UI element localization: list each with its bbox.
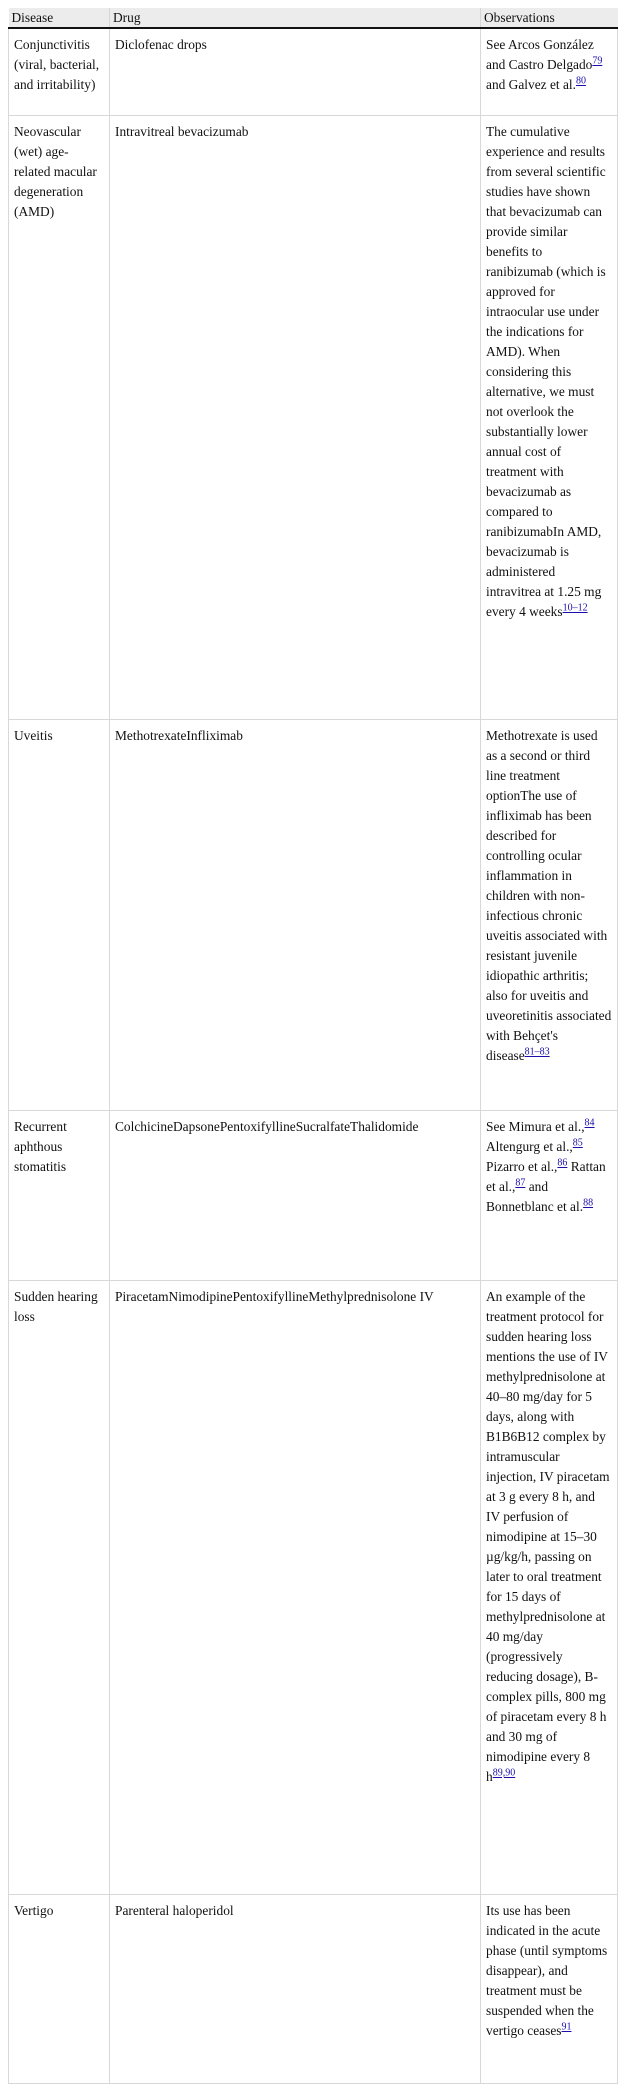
observation-text: Rattan et al.,	[486, 1159, 606, 1194]
table-row	[9, 1111, 618, 1281]
reference-link[interactable]: 85	[572, 1137, 583, 1149]
drug-table-container	[8, 8, 617, 2084]
observation-text: Methotrexate is used as a second or third line treatment optionThe use of infliximab has been described for controlling ocular inflammation in children with non-infectious chronic uveitis associated with resistant juvenile idiopathic arthritis; also for uveitis and uveoretinitis associated with Behçet's disease	[486, 728, 612, 1063]
header-drug: Drug	[110, 8, 481, 28]
observations-cell	[481, 1111, 618, 1281]
disease-cell: Uveitis	[9, 720, 110, 1111]
table-row	[9, 720, 618, 1111]
disease-cell: Vertigo	[9, 1895, 110, 2084]
observation-text: The cumulative experience and results from several scientific studies have shown that bevacizumab can provide similar benefits to ranibizumab (which is approved for intraocular use under the indications for AMD). When considering this alternative, we must not overlook the substantially lower annual cost of treatment with bevacizumab as compared to ranibizumabIn AMD, bevacizumab is administered intravitrea at 1.25 mg every 4 weeks	[486, 124, 606, 619]
reference-link[interactable]: 88	[583, 1197, 594, 1209]
observations-cell	[481, 28, 618, 116]
reference-link[interactable]: 87	[515, 1177, 526, 1189]
observations-cell	[481, 1895, 618, 2084]
reference-link[interactable]: 91	[561, 2021, 572, 2033]
drug-cell: PiracetamNimodipinePentoxifyllineMethylprednisolone IV	[110, 1281, 481, 1895]
observations-cell	[481, 116, 618, 720]
reference-link[interactable]: 84	[584, 1117, 595, 1129]
reference-link[interactable]: 81–83	[524, 1046, 550, 1058]
reference-link[interactable]: 89,90	[492, 1767, 516, 1779]
observations-cell	[481, 1281, 618, 1895]
observation-text: See Arcos González and Castro Delgado	[486, 37, 594, 72]
header-row	[9, 8, 618, 28]
observation-text: Pizarro et al.,	[486, 1159, 558, 1174]
disease-cell: Sudden hearing loss	[9, 1281, 110, 1895]
drug-cell: Intravitreal bevacizumab	[110, 116, 481, 720]
reference-link[interactable]: 80	[575, 75, 586, 87]
table-row	[9, 1895, 618, 2084]
table-body	[9, 28, 618, 2084]
observation-text: Altengurg et al.,	[486, 1139, 573, 1154]
table-row	[9, 28, 618, 116]
drug-cell: Diclofenac drops	[110, 28, 481, 116]
observation-text: See Mimura et al.,	[486, 1119, 585, 1134]
observation-text: and Bonnetblanc et al.	[486, 1179, 584, 1214]
table-row	[9, 1281, 618, 1895]
drug-cell: Parenteral haloperidol	[110, 1895, 481, 2084]
table-row	[9, 116, 618, 720]
header-disease: Disease	[9, 8, 110, 28]
observation-text: and Galvez et al.	[486, 77, 576, 92]
table-header	[9, 8, 618, 28]
disease-cell: Recurrent aphthous stomatitis	[9, 1111, 110, 1281]
disease-cell: Neovascular (wet) age-related macular degeneration (AMD)	[9, 116, 110, 720]
drug-cell: ColchicineDapsonePentoxifyllineSucralfateThalidomide	[110, 1111, 481, 1281]
observation-text: Its use has been indicated in the acute phase (until symptoms disappear), and treatment must be suspended when the vertigo ceases	[486, 1903, 608, 2038]
drug-cell: MethotrexateInfliximab	[110, 720, 481, 1111]
drug-table	[8, 8, 618, 2084]
observation-text: An example of the treatment protocol for sudden hearing loss mentions the use of IV methylprednisolone at 40–80 mg/day for 5 days, along with B1B6B12 complex by intramuscular injection, IV piracetam at 3 g every 8 h, and IV perfusion of nimodipine at 15–30 µg/kg/h, passing on later to oral treatment for 15 days of methylprednisolone at 40 mg/day (progressively reducing dosage), B-complex pills, 800 mg of piracetam every 8 h and 30 mg of nimodipine every 8 h	[486, 1289, 610, 1784]
reference-link[interactable]: 10–12	[562, 602, 588, 614]
reference-link[interactable]: 79	[592, 55, 603, 67]
reference-link[interactable]: 86	[557, 1157, 568, 1169]
header-observations: Observations	[481, 8, 618, 28]
observations-cell	[481, 720, 618, 1111]
disease-cell: Conjunctivitis (viral, bacterial, and irritability)	[9, 28, 110, 116]
